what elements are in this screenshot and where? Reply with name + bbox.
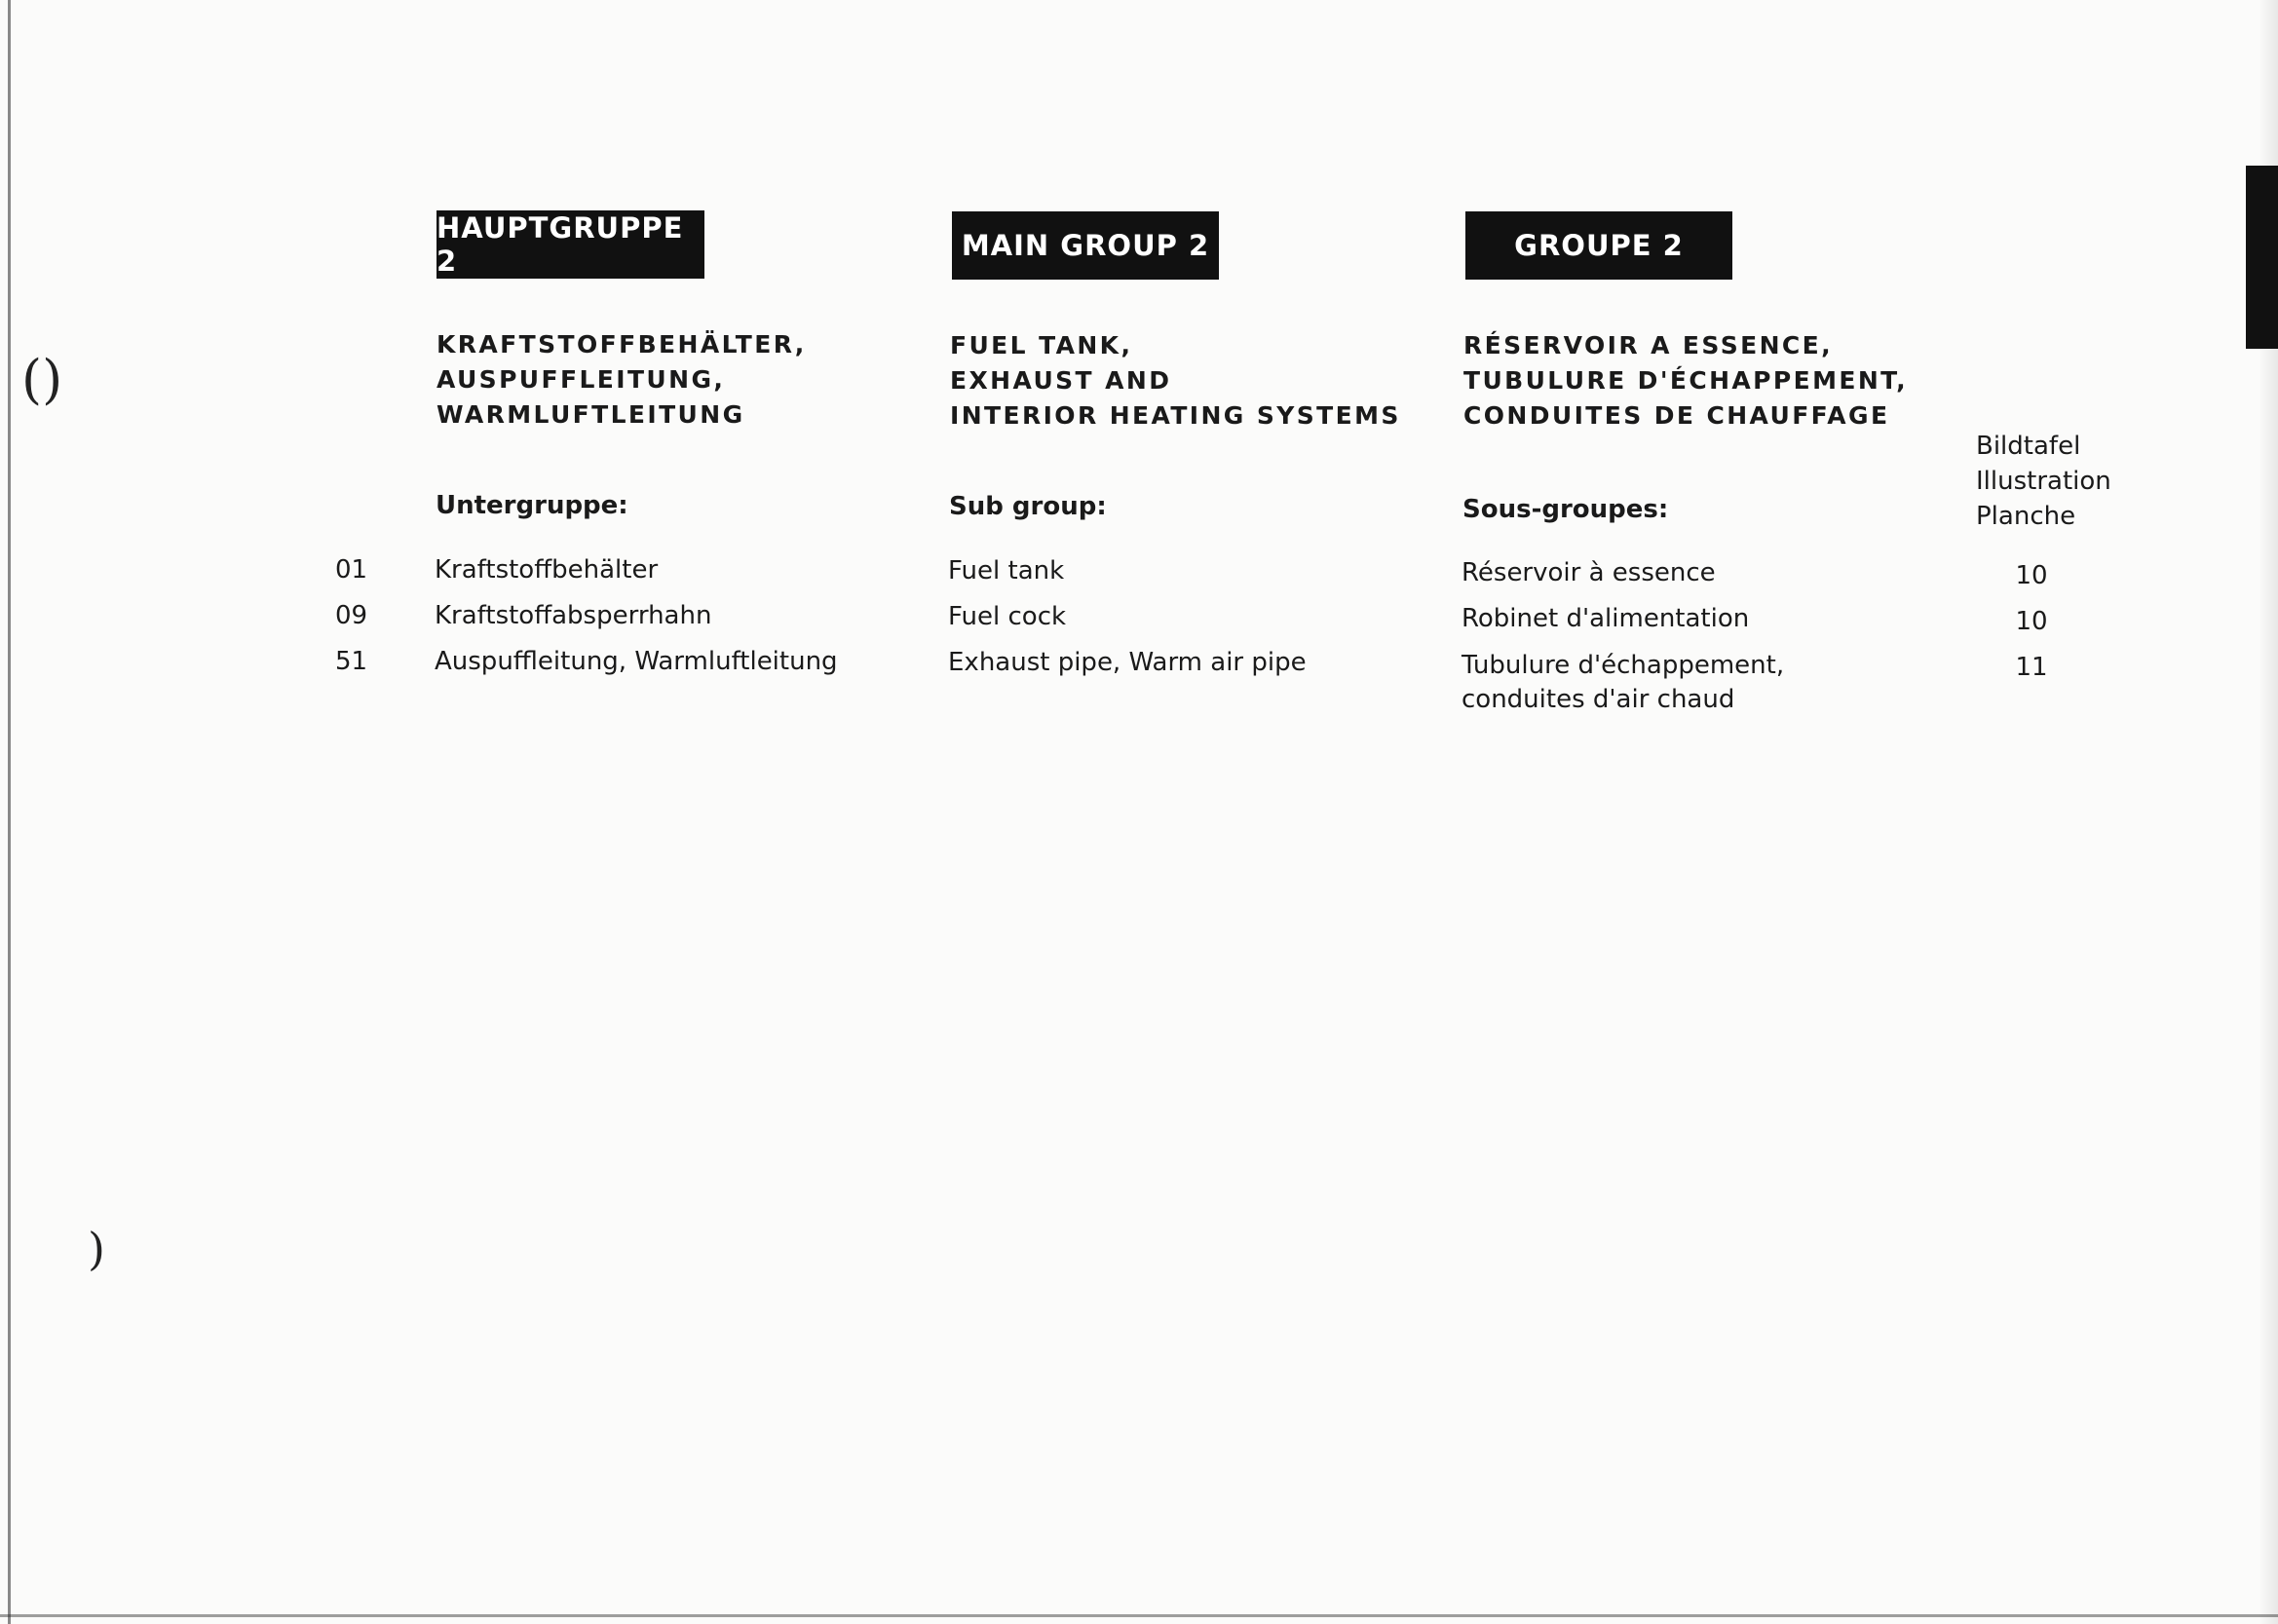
heading-en-line-1: FUEL TANK, — [950, 331, 1133, 359]
badge-main-group: MAIN GROUP 2 — [952, 211, 1219, 280]
subgroup-label-en: Sub group: — [949, 492, 1107, 521]
item-de: Kraftstoffabsperrhahn — [435, 601, 712, 630]
item-en: Fuel tank — [948, 556, 1065, 585]
scan-right-tab — [2246, 166, 2278, 349]
punch-hole-bottom: ) — [88, 1223, 105, 1275]
item-fr-line-2: conduites d'air chaud — [1462, 685, 1735, 714]
scan-left-edge — [8, 0, 11, 1624]
item-fr: Réservoir à essence — [1462, 558, 1716, 587]
heading-fr-line-3: CONDUITES DE CHAUFFAGE — [1463, 401, 1890, 430]
subgroup-label-de: Untergruppe: — [436, 491, 628, 520]
plate-number: 11 — [2015, 653, 2048, 682]
item-en: Exhaust pipe, Warm air pipe — [948, 648, 1307, 677]
item-de: Kraftstoffbehälter — [435, 555, 659, 585]
heading-de-line-3: WARMLUFTLEITUNG — [437, 400, 745, 429]
plate-heading — [1976, 429, 2111, 534]
scan-bottom-edge — [0, 1614, 2278, 1617]
heading-fr-line-2: TUBULURE D'ÉCHAPPEMENT, — [1463, 366, 1908, 395]
item-fr: Robinet d'alimentation — [1462, 604, 1750, 633]
plate-number: 10 — [2015, 607, 2048, 636]
item-fr-line-1: Tubulure d'échappement, — [1462, 651, 1785, 680]
punch-hole-top: () — [21, 349, 63, 410]
heading-de-line-2: AUSPUFFLEITUNG, — [437, 365, 726, 394]
badge-hauptgruppe: HAUPTGRUPPE 2 — [437, 210, 704, 279]
plate-heading-en: Illustration — [1976, 467, 2111, 496]
plate-heading-fr: Planche — [1976, 502, 2076, 531]
item-fr — [1462, 649, 1784, 717]
item-de: Auspuffleitung, Warmluftleitung — [435, 647, 838, 676]
subgroup-code: 01 — [335, 555, 368, 585]
heading-fr — [1463, 328, 1908, 434]
heading-fr-line-1: RÉSERVOIR A ESSENCE, — [1463, 331, 1834, 359]
subgroup-code: 09 — [335, 601, 368, 630]
heading-en-line-2: EXHAUST AND — [950, 366, 1172, 395]
subgroup-label-fr: Sous-groupes: — [1462, 495, 1669, 524]
heading-de — [437, 327, 807, 433]
heading-en — [950, 328, 1401, 434]
plate-heading-de: Bildtafel — [1976, 432, 2081, 461]
badge-groupe: GROUPE 2 — [1465, 211, 1732, 280]
subgroup-code: 51 — [335, 647, 368, 676]
plate-number: 10 — [2015, 561, 2048, 590]
item-en: Fuel cock — [948, 602, 1067, 631]
heading-de-line-1: KRAFTSTOFFBEHÄLTER, — [437, 330, 807, 359]
heading-en-line-3: INTERIOR HEATING SYSTEMS — [950, 401, 1401, 430]
